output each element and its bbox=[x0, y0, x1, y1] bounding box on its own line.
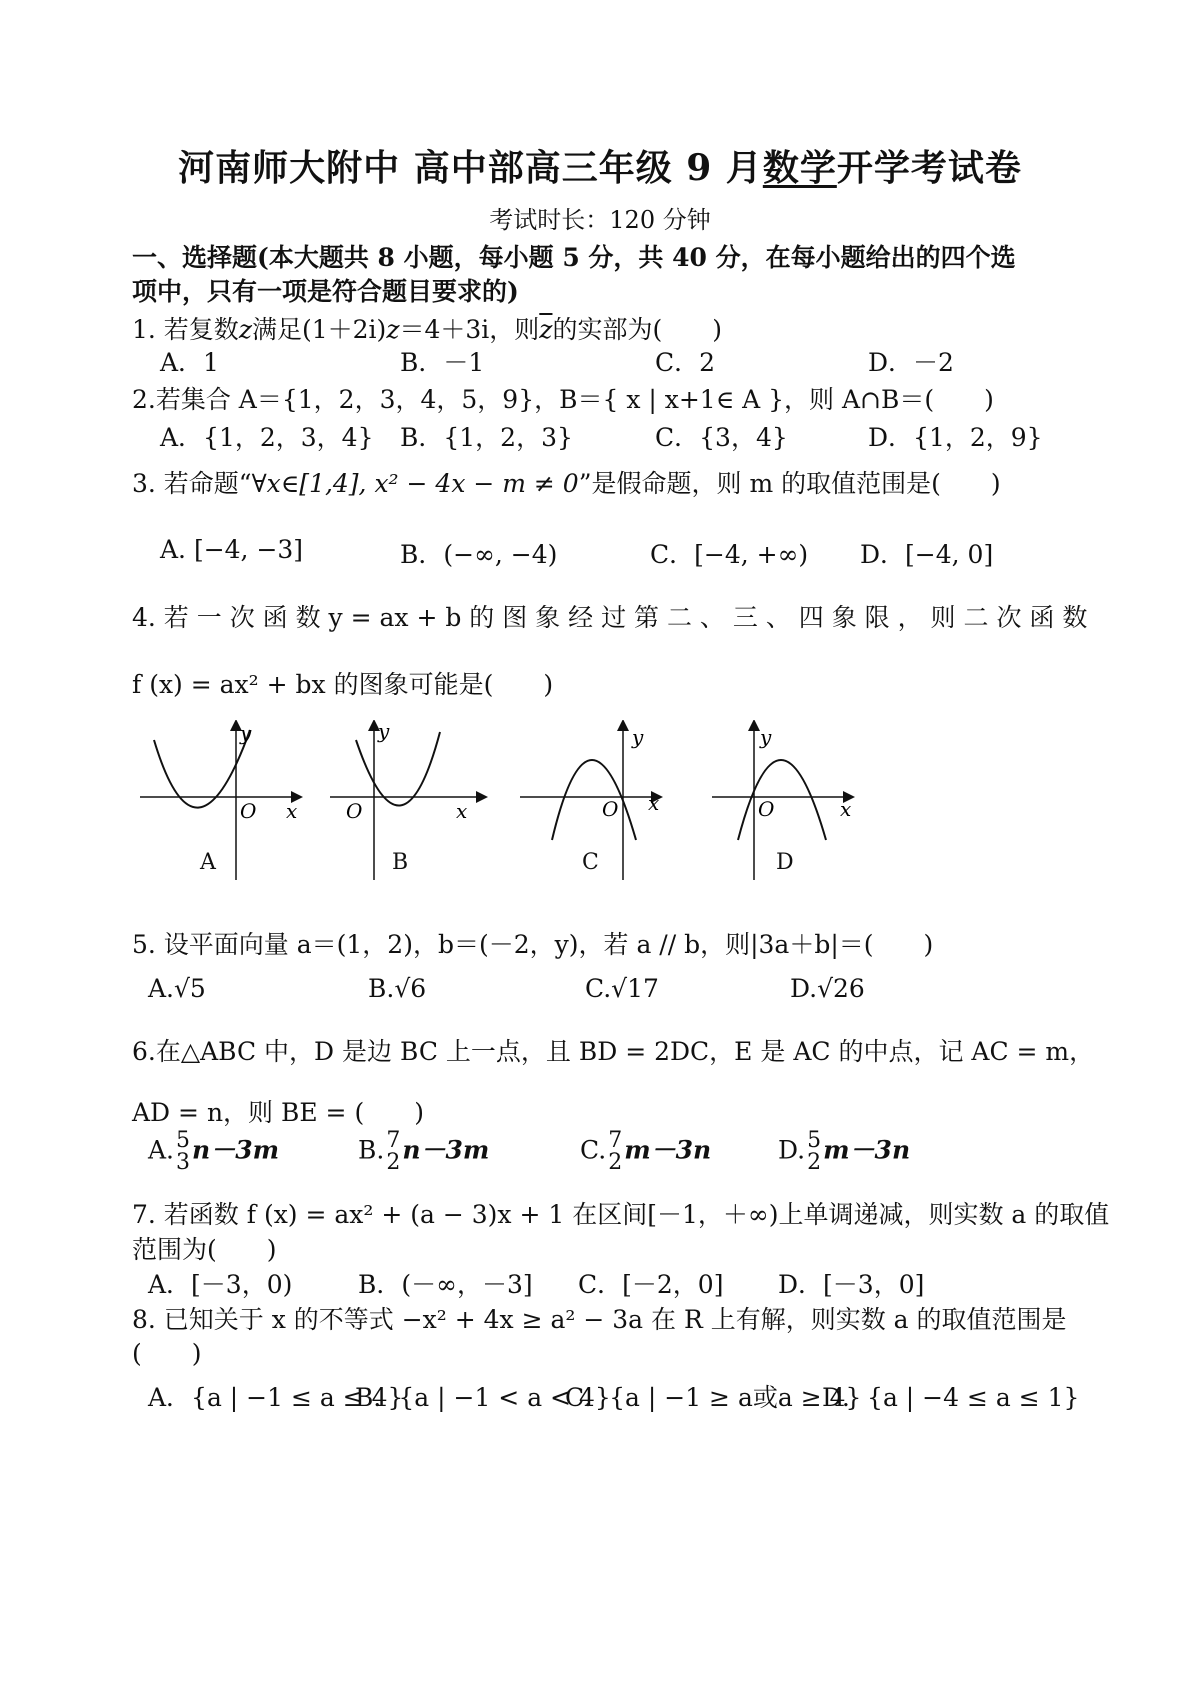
exam-duration: 考试时长：120 分钟 bbox=[489, 206, 711, 234]
graph-a-x-label: x bbox=[286, 799, 298, 823]
graph-a-origin: O bbox=[240, 799, 257, 823]
question-6-option-c: C. 7 2 m－3n bbox=[580, 1128, 712, 1175]
question-7-option-b: B．(－∞，－3] bbox=[358, 1270, 533, 1299]
question-1-option-d: D．－2 bbox=[868, 348, 954, 377]
question-5-stem: 5. 设平面向量 a＝(1，2)，b＝(－2，y)，若 a // b，则|3a＋b|＝( ) bbox=[132, 930, 934, 959]
question-1-option-b: B．－1 bbox=[400, 348, 485, 377]
graph-d-x-label: x bbox=[840, 797, 852, 821]
question-3-stem: 3. 若命题“∀x∈[1,4], x² − 4x − m ≠ 0”是假命题，则 m 的取值范围是( ) bbox=[132, 469, 1001, 498]
question-2-stem: 2.若集合 A＝{1，2，3，4，5，9}，B＝{ x | x+1∈ A }，则 A∩B＝( ) bbox=[132, 385, 994, 414]
question-3-option-b: B．(−∞, −4) bbox=[400, 540, 558, 569]
graph-d-origin: O bbox=[758, 797, 775, 821]
graph-b-x-label: x bbox=[456, 799, 468, 823]
title-part-1: 河南师大附中 高中部高三年级 9 月 bbox=[178, 147, 763, 189]
question-8-option-a: A．{a | −1 ≤ a ≤ 4} bbox=[148, 1383, 404, 1412]
question-2-option-b: B．{1，2，3} bbox=[400, 423, 573, 452]
question-8-line2: ( ) bbox=[132, 1339, 202, 1368]
section-heading-line1: 一、选择题(本大题共 8 小题，每小题 5 分，共 40 分，在每小题给出的四个选 bbox=[132, 243, 1016, 272]
question-2-option-d: D．{1，2，9} bbox=[868, 423, 1043, 452]
question-3-option-d: D．[−4, 0] bbox=[860, 540, 994, 569]
title-part-2: 开学考试卷 bbox=[836, 147, 1022, 189]
question-3-option-c: C．[−4, +∞) bbox=[650, 540, 809, 569]
question-7-line1: 7. 若函数 f (x) = ax² + (a − 3)x + 1 在区间[－1，＋∞)上单调递减，则实数 a 的取值 bbox=[132, 1200, 1110, 1229]
graph-c-origin: O bbox=[602, 797, 619, 821]
question-5-option-c: C.√17 bbox=[585, 974, 659, 1003]
question-5-option-b: B.√6 bbox=[368, 974, 427, 1003]
title-part-underlined: 数学 bbox=[762, 147, 837, 189]
graph-b-origin: O bbox=[346, 799, 363, 823]
question-8-line1: 8. 已知关于 x 的不等式 −x² + 4x ≥ a² − 3a 在 R 上有解，则实数 a 的取值范围是 bbox=[132, 1305, 1067, 1334]
question-8-option-b: B．{a | −1 < a < 4} bbox=[355, 1383, 611, 1412]
graph-d-y-label: y bbox=[760, 725, 772, 749]
question-1-stem: 1. 若复数z满足(1＋2i)z＝4＋3i，则$\overline{z}$的实部为( ) bbox=[132, 315, 722, 344]
question-7-option-a: A．[－3，0) bbox=[148, 1270, 293, 1299]
question-2-option-a: A．{1，2，3，4} bbox=[160, 423, 374, 452]
question-4-graphs bbox=[140, 720, 960, 890]
graph-label-b: B bbox=[392, 850, 409, 875]
graph-c-x-label: x bbox=[648, 791, 660, 815]
graph-label-a: A bbox=[200, 850, 216, 875]
section-heading-line2: 项中，只有一项是符合题目要求的) bbox=[132, 277, 519, 306]
graph-label-d: D bbox=[776, 850, 794, 875]
graph-a-y-label: y bbox=[240, 721, 252, 745]
question-4-line2: f (x) = ax² + bx 的图象可能是( ) bbox=[132, 670, 554, 699]
question-1-option-c: C．2 bbox=[655, 348, 716, 377]
page-title bbox=[0, 140, 1200, 191]
question-6-line2: AD = n，则 BE = ( ) bbox=[132, 1098, 424, 1127]
graph-c-y-label: y bbox=[632, 725, 644, 749]
question-3-option-a: A. [−4, −3] bbox=[160, 535, 304, 564]
graph-a bbox=[140, 721, 300, 880]
graph-label-c: C bbox=[582, 850, 599, 875]
question-6-line1: 6.在△ABC 中，D 是边 BC 上一点，且 BD = 2DC，E 是 AC 的中点，记 AC = m， bbox=[132, 1037, 1095, 1066]
graph-b-y-label: y bbox=[378, 720, 390, 743]
question-8-option-c: C．{a | −1 ≥ a或a ≥ 4} bbox=[565, 1383, 862, 1412]
question-4-line1: 4. 若 一 次 函 数 y = ax + b 的 图 象 经 过 第 二 、 三 、 四 象 限 ， 则 二 次 函 数 bbox=[132, 603, 1088, 632]
question-1-option-a: A．1 bbox=[160, 348, 219, 377]
question-5-option-d: D.√26 bbox=[790, 974, 865, 1003]
question-7-option-d: D．[－3，0] bbox=[778, 1270, 925, 1299]
question-6-option-b: B. 7 2 n－3m bbox=[358, 1128, 490, 1175]
question-7-line2: 范围为( ) bbox=[132, 1235, 277, 1264]
question-7-option-c: C．[－2，0] bbox=[578, 1270, 724, 1299]
question-2-option-c: C．{3，4} bbox=[655, 423, 788, 452]
question-6-option-a: A. 5 3 n－3m bbox=[148, 1128, 280, 1175]
question-6-option-d: D. 5 2 m－3n bbox=[778, 1128, 911, 1175]
question-5-option-a: A.√5 bbox=[148, 974, 206, 1003]
question-8-option-d: D．{a | −4 ≤ a ≤ 1} bbox=[822, 1383, 1080, 1412]
